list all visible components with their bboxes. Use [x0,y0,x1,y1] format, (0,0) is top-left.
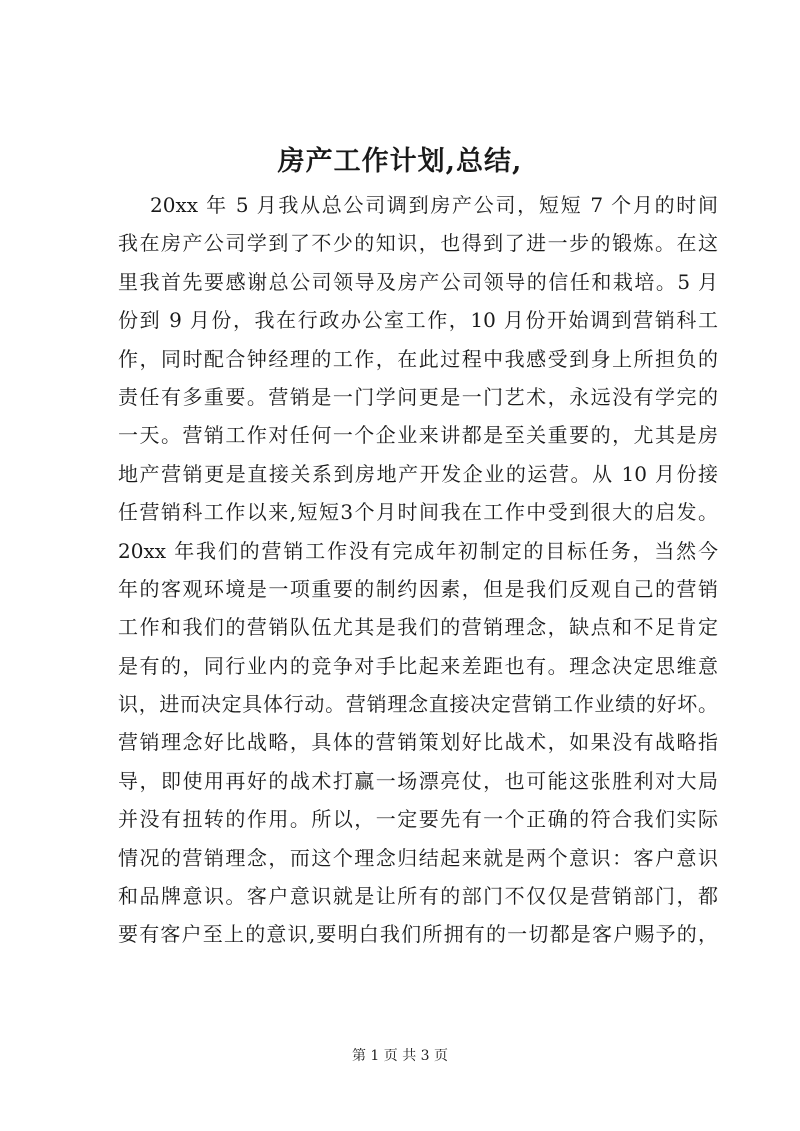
body-line: 年的客观环境是一项重要的制约因素，但是我们反观自己的营销 [118,576,718,601]
body-line: 责任有多重要。营销是一门学问更是一门艺术，永远没有学完的 [118,384,718,409]
body-line: 工作和我们的营销队伍尤其是我们的营销理念，缺点和不足肯定 [118,615,718,640]
body-line: 份到 9 月份，我在行政办公室工作，10 月份开始调到营销科工 [118,308,718,333]
body-line: 20xx 年 5 月我从总公司调到房产公司，短短 7 个月的时间 [150,193,718,217]
body-line: 作，同时配合钟经理的工作，在此过程中我感受到身上所担负的 [118,346,718,371]
body-line: 一天。营销工作对任何一个企业来讲都是至关重要的，尤其是房 [118,423,718,448]
body-line: 和品牌意识。客户意识就是让所有的部门不仅仅是营销部门，都 [118,884,718,909]
body-line: 20xx 年我们的营销工作没有完成年初制定的目标任务，当然今 [118,538,718,563]
body-line: 任营销科工作以来,短短3个月时间我在工作中受到很大的启发。 [118,500,718,525]
body-line: 情况的营销理念，而这个理念归结起来就是两个意识：客户意识 [118,845,718,870]
body-line: 导，即使用再好的战术打赢一场漂亮仗，也可能这张胜利对大局 [118,768,718,793]
body-line: 识，进而决定具体行动。营销理念直接决定营销工作业绩的好坏。 [118,692,718,717]
document-title: 房产工作计划,总结, [277,146,523,177]
body-line: 我在房产公司学到了不少的知识，也得到了进一步的锻炼。在这 [118,231,718,256]
body-line: 要有客户至上的意识,要明白我们所拥有的一切都是客户赐予的， [118,922,718,947]
body-line: 并没有扭转的作用。所以，一定要先有一个正确的符合我们实际 [118,807,718,832]
body-line: 地产营销更是直接关系到房地产开发企业的运营。从 10 月份接 [118,461,718,486]
body-line: 里我首先要感谢总公司领导及房产公司领导的信任和栽培。5 月 [118,269,718,294]
body-line: 是有的，同行业内的竞争对手比起来差距也有。理念决定思维意 [118,653,718,678]
page-number-footer: 第 1 页 共 3 页 [351,1048,449,1064]
body-line: 营销理念好比战略，具体的营销策划好比战术，如果没有战略指 [118,730,718,755]
document-body [118,186,718,954]
